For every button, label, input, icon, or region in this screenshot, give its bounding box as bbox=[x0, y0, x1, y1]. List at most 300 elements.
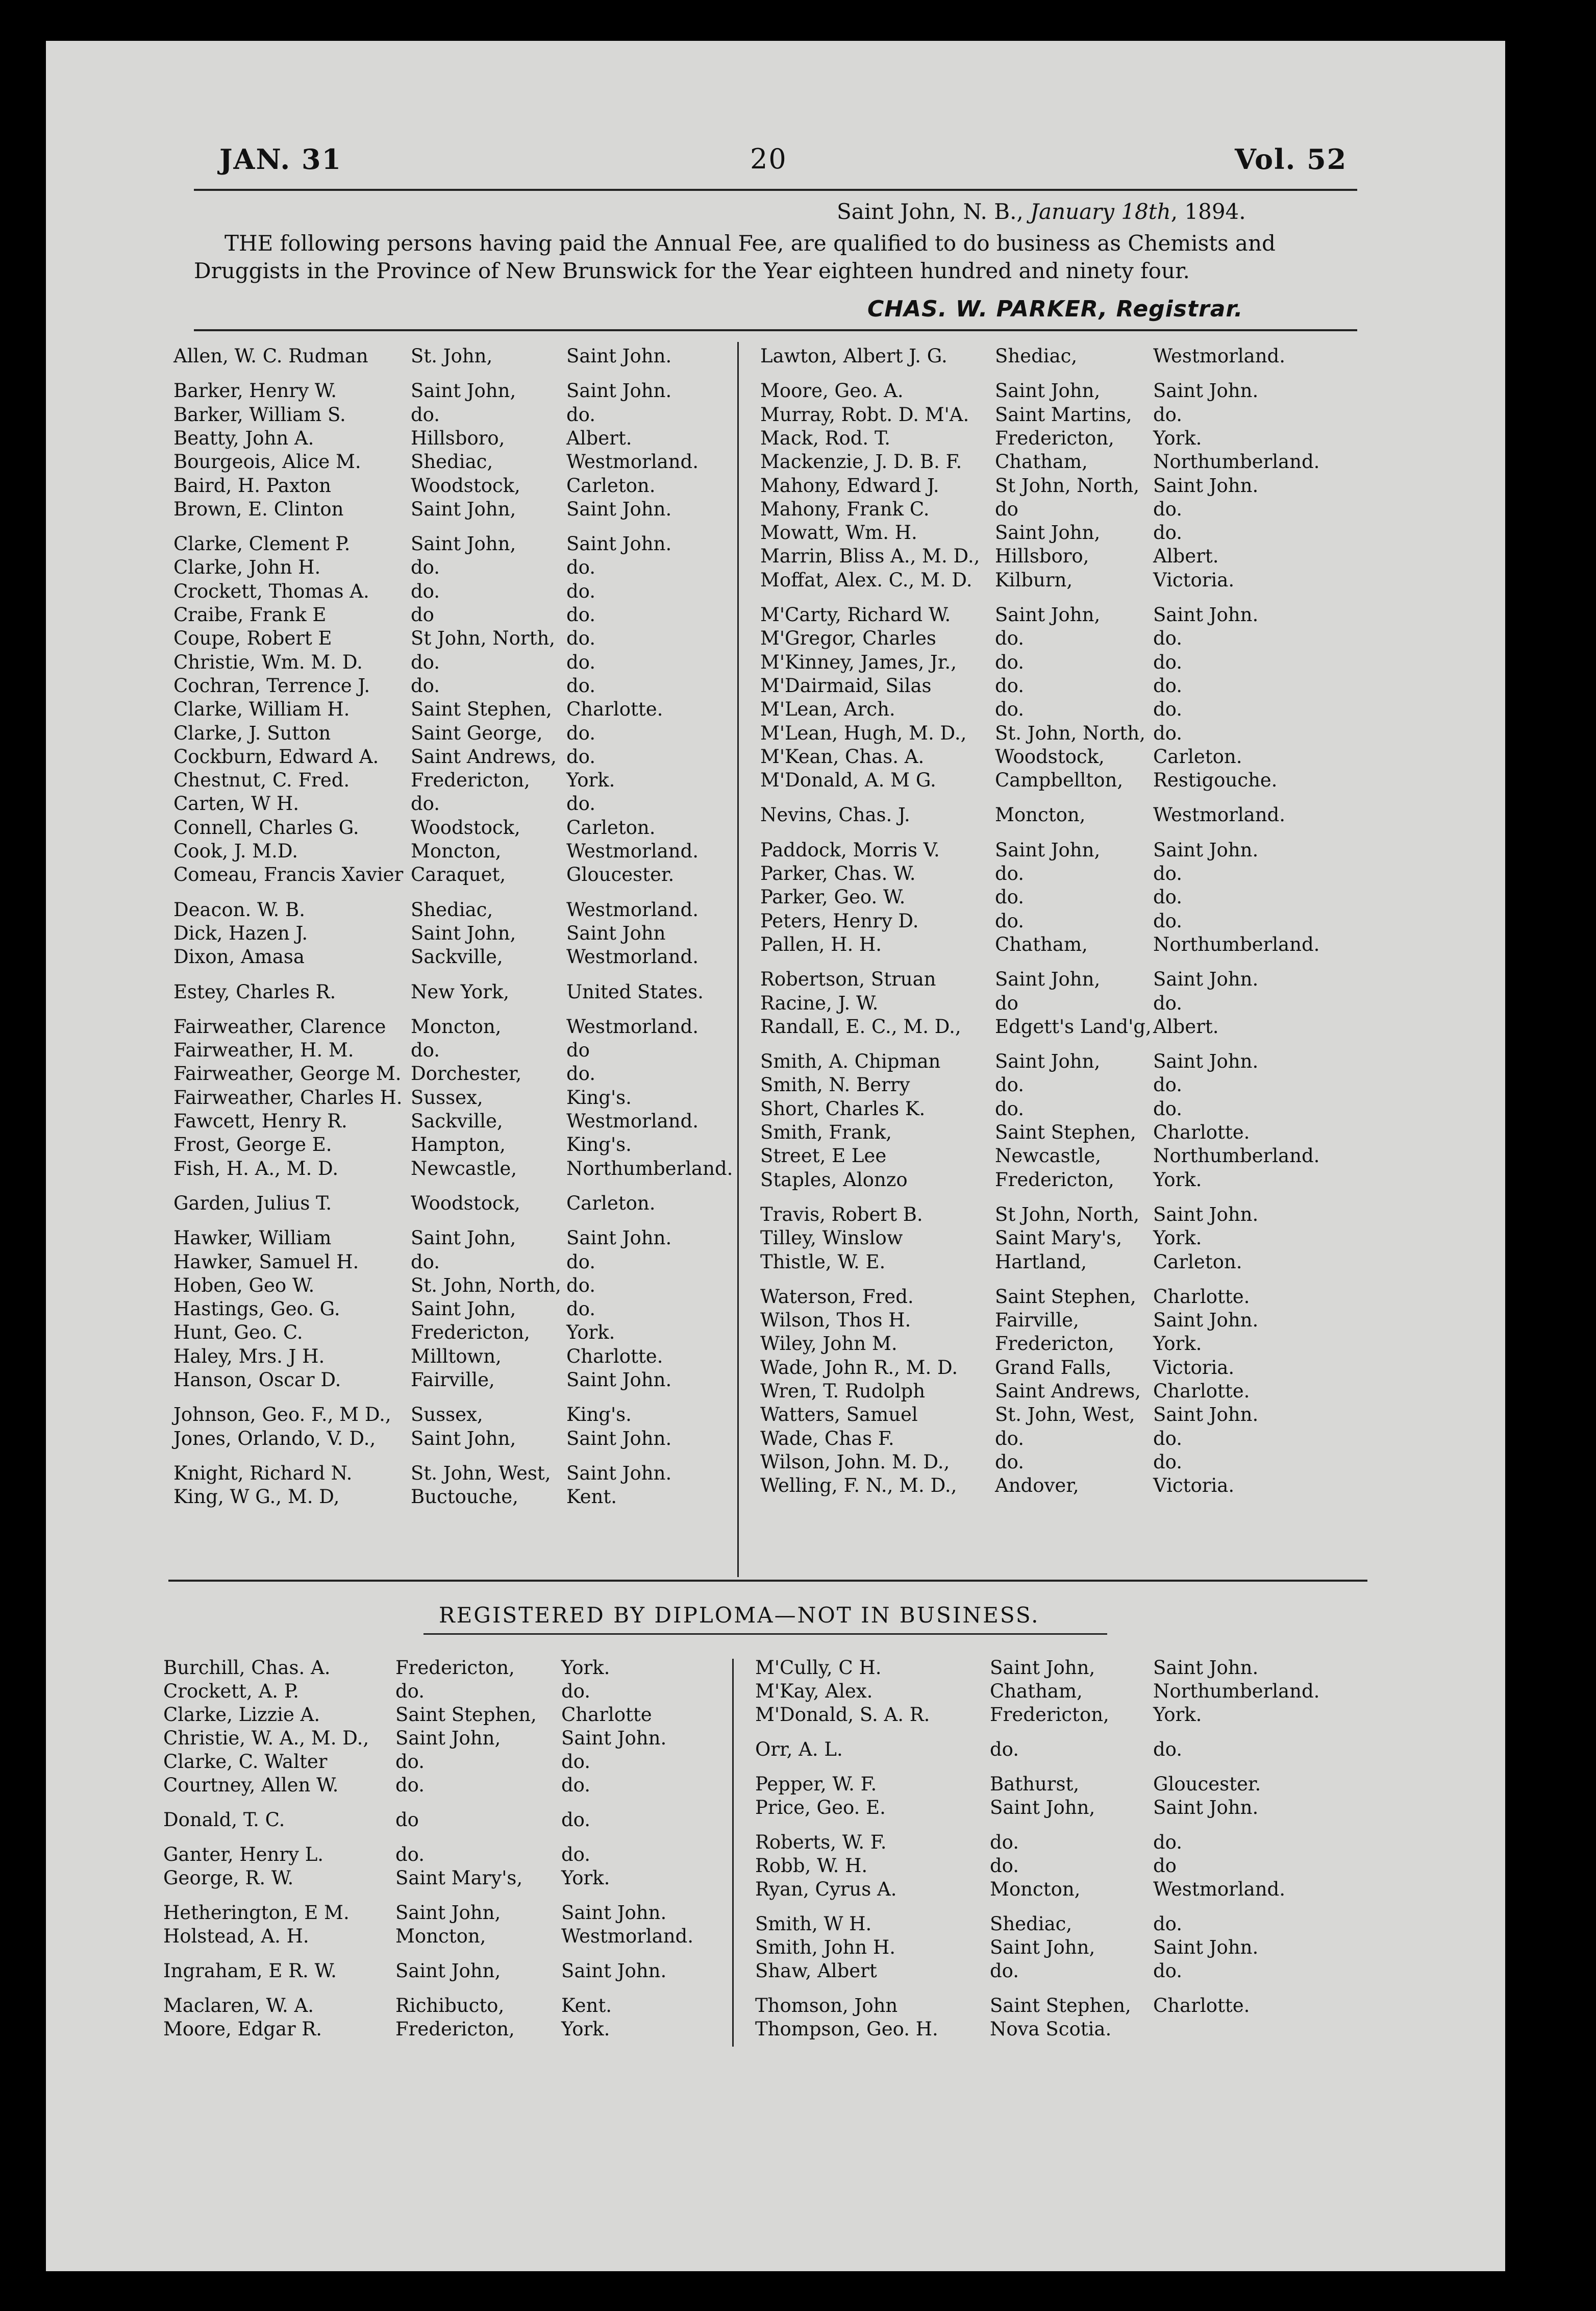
listing-county: York. bbox=[566, 1321, 615, 1344]
listing-name: M'Lean, Arch. bbox=[760, 698, 895, 721]
listing-name: Moore, Geo. A. bbox=[760, 380, 904, 402]
listing-county: Gloucester. bbox=[566, 864, 675, 886]
dateline-year: , 1894. bbox=[1170, 199, 1246, 224]
listing-town: St. John, West, bbox=[995, 1404, 1135, 1426]
listing-town: Shediac, bbox=[411, 451, 493, 473]
listing-name: Robertson, Struan bbox=[760, 968, 936, 991]
listing-town: Saint John, bbox=[411, 922, 516, 944]
listing-town: New York, bbox=[411, 980, 510, 1003]
listing-name: Mack, Rod. T. bbox=[760, 427, 890, 449]
listing-name: Comeau, Francis Xavier bbox=[173, 864, 404, 886]
listing-name: Carten, W H. bbox=[173, 793, 299, 815]
listing-county: do. bbox=[566, 722, 596, 744]
listing-county: do. bbox=[561, 1751, 591, 1773]
listing-county: Saint John. bbox=[1153, 839, 1259, 861]
listing-name: Christie, Wm. M. D. bbox=[173, 651, 363, 673]
listing-county: York. bbox=[561, 2018, 610, 2040]
listing-name: King, W G., M. D, bbox=[173, 1486, 340, 1508]
listing-name: Staples, Alonzo bbox=[760, 1168, 908, 1191]
listing-town: do. bbox=[990, 1960, 1019, 1982]
listing-county: Saint John. bbox=[1153, 604, 1259, 626]
listing-name: Burchill, Chas. A. bbox=[163, 1657, 331, 1679]
listing-county: do. bbox=[566, 1063, 596, 1085]
listing-county: Saint John. bbox=[1153, 1203, 1259, 1225]
volume-number: Vol. 52 bbox=[1235, 143, 1348, 176]
listing-county: York. bbox=[1153, 1227, 1202, 1249]
listing-name: Frost, George E. bbox=[173, 1134, 332, 1156]
listing-town: Fairville, bbox=[411, 1369, 495, 1391]
listing-name: M'Kinney, James, Jr., bbox=[760, 651, 957, 673]
listing-name: Chestnut, C. Fred. bbox=[173, 769, 350, 792]
listing-name: Cook, J. M.D. bbox=[173, 840, 298, 862]
listing-county: Northumberland. bbox=[566, 1157, 733, 1179]
listing-town: St. John, bbox=[411, 345, 493, 367]
listing-name: Wade, John R., M. D. bbox=[760, 1356, 958, 1379]
listing-town: do bbox=[395, 1809, 419, 1831]
listing-town: Kilburn, bbox=[995, 569, 1073, 591]
listing-county: Victoria. bbox=[1153, 1474, 1235, 1497]
section-title: REGISTERED BY DIPLOMA—NOT IN BUSINESS. bbox=[439, 1603, 1040, 1628]
listing-county: Westmorland. bbox=[561, 1925, 693, 1947]
listing-name: M'Donald, A. M G. bbox=[760, 769, 936, 792]
listing-county: King's. bbox=[566, 1404, 632, 1426]
listing-town: Saint Stephen, bbox=[395, 1704, 537, 1726]
listing-town: do. bbox=[411, 403, 440, 426]
listing-town: Edgett's Land'g, bbox=[995, 1015, 1152, 1038]
listing-town: Milltown, bbox=[411, 1345, 502, 1367]
listing-town: Saint John, bbox=[411, 1227, 516, 1249]
listing-town: Saint John, bbox=[395, 1960, 501, 1982]
listing-county: Carleton. bbox=[1153, 1250, 1242, 1273]
listing-name: Brown, E. Clinton bbox=[173, 498, 344, 520]
listing-town: Saint Mary's, bbox=[395, 1867, 523, 1889]
listing-town: do. bbox=[995, 1427, 1025, 1449]
listing-town: do. bbox=[995, 698, 1025, 721]
listing-name: Coupe, Robert E bbox=[173, 627, 332, 650]
listing-county: do. bbox=[1153, 992, 1183, 1014]
listing-county: do. bbox=[566, 1250, 596, 1273]
listing-town: Saint John, bbox=[411, 1427, 516, 1449]
listing-town: Hillsboro, bbox=[995, 545, 1089, 568]
listing-name: Donald, T. C. bbox=[163, 1809, 285, 1831]
listing-name: Waterson, Fred. bbox=[760, 1285, 914, 1308]
listing-county: York. bbox=[561, 1867, 610, 1889]
listing-county: do. bbox=[1153, 1450, 1183, 1473]
listing-name: Moffat, Alex. C., M. D. bbox=[760, 569, 972, 591]
listing-county: Westmorland. bbox=[566, 898, 699, 921]
listing-town: Saint John, bbox=[995, 968, 1101, 991]
listing-town: do. bbox=[995, 886, 1025, 908]
listing-name: Craibe, Frank E bbox=[173, 604, 327, 626]
listing-town: do. bbox=[990, 1855, 1019, 1877]
listing-town: Shediac, bbox=[990, 1913, 1073, 1935]
listing-town: Sackville, bbox=[411, 946, 503, 968]
listing-town: Moncton, bbox=[411, 1015, 502, 1038]
dateline-place: Saint John, N. B., bbox=[837, 199, 1031, 224]
listing-county: Westmorland. bbox=[566, 946, 699, 968]
listing-county: York. bbox=[1153, 1168, 1202, 1191]
header-rule bbox=[194, 189, 1357, 191]
listing-town: Saint John, bbox=[990, 1657, 1095, 1679]
listing-name: Allen, W. C. Rudman bbox=[173, 345, 368, 367]
listing-town: Fredericton, bbox=[990, 1704, 1109, 1726]
listing-town: do bbox=[411, 604, 434, 626]
listing-town: Fredericton, bbox=[411, 1321, 530, 1344]
listing-county: do. bbox=[1153, 863, 1183, 884]
listing-name: Thompson, Geo. H. bbox=[755, 2018, 938, 2040]
newspaper-page bbox=[46, 41, 1505, 2271]
listing-town: St. John, West, bbox=[411, 1462, 551, 1484]
listing-county: Saint John. bbox=[561, 1960, 667, 1982]
listing-county: Saint John. bbox=[566, 380, 672, 402]
listing-name: Tilley, Winslow bbox=[760, 1227, 903, 1249]
listing-name: Mahony, Edward J. bbox=[760, 474, 939, 497]
listing-county: Charlotte. bbox=[1153, 1380, 1250, 1402]
intro-paragraph: THE following persons having paid the Annual Fee, are qualified to do business as Chemists and Druggists in the Province of New Brunswick for the Year eighteen hundred and ninety four. bbox=[194, 231, 1276, 283]
listing-county: Albert. bbox=[566, 427, 632, 449]
listing-name: Marrin, Bliss A., M. D., bbox=[760, 545, 980, 568]
listing-name: Parker, Chas. W. bbox=[760, 863, 916, 884]
listing-county: Restigouche. bbox=[1153, 769, 1278, 792]
listing-county: Saint John bbox=[566, 922, 666, 944]
listing-county: Westmorland. bbox=[566, 840, 699, 862]
listing-town: Shediac, bbox=[995, 345, 1078, 367]
listing-county: do. bbox=[561, 1680, 591, 1702]
listing-town: Saint Mary's, bbox=[995, 1227, 1123, 1249]
listing-county: do. bbox=[1153, 627, 1183, 650]
listing-name: Barker, William S. bbox=[173, 403, 346, 426]
listing-county: do. bbox=[566, 604, 596, 626]
listing-county: Saint John. bbox=[566, 498, 672, 520]
listing-name: Estey, Charles R. bbox=[173, 980, 336, 1003]
listing-town: do. bbox=[995, 863, 1025, 884]
listing-name: Fairweather, George M. bbox=[173, 1063, 402, 1085]
listing-name: Paddock, Morris V. bbox=[760, 839, 940, 861]
listing-county: Victoria. bbox=[1153, 1356, 1235, 1379]
listing-town: Moncton, bbox=[411, 840, 502, 862]
listing-name: Shaw, Albert bbox=[755, 1960, 877, 1982]
listing-county: Saint John. bbox=[1153, 1309, 1259, 1332]
listing-name: Holstead, A. H. bbox=[163, 1925, 309, 1947]
listing-town: Woodstock, bbox=[411, 1192, 520, 1214]
listing-town: Fredericton, bbox=[395, 1657, 515, 1679]
listing-county: do. bbox=[1153, 498, 1183, 520]
listing-name: Crockett, A. P. bbox=[163, 1680, 299, 1702]
listing-name: Johnson, Geo. F., M D., bbox=[173, 1404, 391, 1426]
listing-name: Roberts, W. F. bbox=[755, 1831, 887, 1853]
listing-name: Wilson, Thos H. bbox=[760, 1309, 911, 1332]
listing-county: do. bbox=[1153, 674, 1183, 697]
listing-town: Hartland, bbox=[995, 1250, 1087, 1273]
listing-town: Moncton, bbox=[995, 804, 1086, 826]
listing-town: Woodstock, bbox=[411, 816, 520, 839]
listing-county: Saint John. bbox=[566, 1427, 672, 1449]
listing-town: Saint Stephen, bbox=[995, 1285, 1136, 1308]
column-divider bbox=[737, 342, 739, 1577]
listing-county: Albert. bbox=[1153, 545, 1219, 568]
listing-county: Saint John. bbox=[1153, 1657, 1259, 1679]
listing-county: Charlotte. bbox=[566, 1345, 663, 1367]
listing-county: Saint John. bbox=[1153, 474, 1259, 497]
listing-county: Carleton. bbox=[566, 1192, 656, 1214]
listing-town: do. bbox=[411, 580, 440, 602]
listing-town: Saint Andrews, bbox=[411, 745, 557, 768]
listing-town: St John, North, bbox=[995, 1203, 1140, 1225]
listing-name: Smith, John H. bbox=[755, 1936, 896, 1958]
listing-name: Ganter, Henry L. bbox=[163, 1843, 324, 1865]
listing-name: Short, Charles K. bbox=[760, 1097, 926, 1120]
listing-town: Newcastle, bbox=[411, 1157, 517, 1179]
listing-county: Westmorland. bbox=[566, 1110, 699, 1132]
listing-county: Northumberland. bbox=[1153, 451, 1320, 473]
listing-name: Smith, N. Berry bbox=[760, 1074, 910, 1096]
listing-town: Saint Stephen, bbox=[990, 1995, 1131, 2017]
listing-name: Smith, Frank, bbox=[760, 1121, 892, 1143]
listing-town: Saint Stephen, bbox=[995, 1121, 1136, 1143]
listing-town: Sussex, bbox=[411, 1404, 483, 1426]
listing-name: Haley, Mrs. J H. bbox=[173, 1345, 325, 1367]
listing-name: Street, E Lee bbox=[760, 1145, 887, 1167]
listing-name: Deacon. W. B. bbox=[173, 898, 306, 921]
listing-town: Hillsboro, bbox=[411, 427, 505, 449]
listing-town: Saint Martins, bbox=[995, 403, 1132, 426]
listing-town: Nova Scotia. bbox=[990, 2018, 1112, 2040]
listing-name: Clarke, Clement P. bbox=[173, 533, 351, 555]
listing-name: Orr, A. L. bbox=[755, 1738, 843, 1760]
listing-name: Dick, Hazen J. bbox=[173, 922, 308, 944]
listing-town: Andover, bbox=[995, 1474, 1079, 1497]
listing-county: Northumberland. bbox=[1153, 1145, 1320, 1167]
listing-town: Woodstock, bbox=[995, 745, 1105, 768]
listing-town: do. bbox=[411, 793, 440, 815]
listing-town: do. bbox=[990, 1738, 1019, 1760]
listing-name: M'Dairmaid, Silas bbox=[760, 674, 932, 697]
listing-town: Saint John, bbox=[995, 1050, 1101, 1073]
listing-town: Moncton, bbox=[990, 1878, 1081, 1900]
listing-county: do. bbox=[566, 793, 596, 815]
listing-county: do. bbox=[566, 674, 596, 697]
listing-county: Westmorland. bbox=[566, 1015, 699, 1038]
listing-name: Peters, Henry D. bbox=[760, 909, 919, 932]
listing-name: M'Lean, Hugh, M. D., bbox=[760, 722, 967, 744]
listing-name: Wilson, John. M. D., bbox=[760, 1450, 950, 1473]
listing-county: do. bbox=[1153, 1074, 1183, 1096]
listing-county: do. bbox=[1153, 722, 1183, 744]
listing-county: Saint John. bbox=[1153, 968, 1259, 991]
listing-county: United States. bbox=[566, 980, 704, 1003]
listing-county: do. bbox=[566, 627, 596, 650]
listing-county: Carleton. bbox=[1153, 745, 1242, 768]
listing-name: Thistle, W. E. bbox=[760, 1250, 886, 1273]
listing-name: Garden, Julius T. bbox=[173, 1192, 332, 1214]
listing-name: Wiley, John M. bbox=[760, 1333, 897, 1355]
listing-town: Saint John, bbox=[990, 1797, 1095, 1818]
listing-name: Mahony, Frank C. bbox=[760, 498, 930, 520]
listing-name: Racine, J. W. bbox=[760, 992, 879, 1014]
listing-county: do. bbox=[1153, 1427, 1183, 1449]
listing-county: King's. bbox=[566, 1086, 632, 1109]
listing-county: York. bbox=[1153, 427, 1202, 449]
listing-name: Fawcett, Henry R. bbox=[173, 1110, 347, 1132]
listing-town: do. bbox=[995, 1097, 1025, 1120]
listing-county: do bbox=[1153, 1855, 1177, 1877]
listing-town: do. bbox=[395, 1843, 425, 1865]
listing-name: Fairweather, H. M. bbox=[173, 1039, 354, 1062]
listing-town: do bbox=[995, 992, 1018, 1014]
listing-county: do. bbox=[1153, 698, 1183, 721]
listing-town: Chatham, bbox=[990, 1680, 1083, 1702]
listing-town: Richibucto, bbox=[395, 1995, 505, 2017]
listing-county: York. bbox=[1153, 1704, 1202, 1726]
listing-name: Baird, H. Paxton bbox=[173, 474, 331, 497]
listing-county: do. bbox=[561, 1843, 591, 1865]
listing-town: do. bbox=[411, 1039, 440, 1062]
listing-county: Charlotte. bbox=[1153, 1285, 1250, 1308]
listing-town: do. bbox=[395, 1680, 425, 1702]
listing-town: St. John, North, bbox=[411, 1274, 561, 1296]
listing-county: do. bbox=[1153, 1831, 1183, 1853]
listing-town: Newcastle, bbox=[995, 1145, 1102, 1167]
listing-county: Northumberland. bbox=[1153, 933, 1320, 955]
listing-county: Gloucester. bbox=[1153, 1773, 1261, 1795]
listing-town: St John, North, bbox=[995, 474, 1140, 497]
listing-county: do. bbox=[566, 1298, 596, 1320]
listing-county: Saint John. bbox=[566, 345, 672, 367]
listing-town: do. bbox=[995, 909, 1025, 932]
section-rule-top bbox=[168, 1580, 1367, 1582]
listing-name: Clarke, John H. bbox=[173, 556, 321, 579]
listing-town: St John, North, bbox=[411, 627, 556, 650]
listing-name: Jones, Orlando, V. D., bbox=[173, 1427, 376, 1449]
listing-town: Fredericton, bbox=[395, 2018, 515, 2040]
listing-town: Saint John, bbox=[411, 380, 516, 402]
listing-town: St. John, North, bbox=[995, 722, 1145, 744]
listing-name: Pallen, H. H. bbox=[760, 933, 882, 955]
listing-town: Saint John, bbox=[995, 380, 1101, 402]
listing-town: Saint Andrews, bbox=[995, 1380, 1141, 1402]
listing-county: do. bbox=[566, 580, 596, 602]
listing-town: do. bbox=[411, 651, 440, 673]
listing-name: Smith, A. Chipman bbox=[760, 1050, 941, 1073]
listing-county: do. bbox=[566, 403, 596, 426]
listing-name: Crockett, Thomas A. bbox=[173, 580, 369, 602]
listing-county: Kent. bbox=[566, 1486, 617, 1508]
listing-county: Saint John. bbox=[1153, 1797, 1259, 1818]
listing-name: Wade, Chas F. bbox=[760, 1427, 894, 1449]
listing-town: Saint John, bbox=[411, 1298, 516, 1320]
listing-name: Christie, W. A., M. D., bbox=[163, 1727, 369, 1749]
listing-name: Hunt, Geo. C. bbox=[173, 1321, 303, 1344]
listing-town: Campbellton, bbox=[995, 769, 1124, 792]
listing-town: Saint John, bbox=[990, 1936, 1095, 1958]
listing-county: Charlotte. bbox=[1153, 1121, 1250, 1143]
listing-town: Hampton, bbox=[411, 1134, 506, 1156]
listing-town: Grand Falls, bbox=[995, 1356, 1112, 1379]
listing-county: do. bbox=[1153, 1738, 1183, 1760]
listing-county: do. bbox=[1153, 1097, 1183, 1120]
listing-county: Saint John. bbox=[1153, 1936, 1259, 1958]
listing-county: Westmorland. bbox=[1153, 804, 1285, 826]
listing-name: Murray, Robt. D. M'A. bbox=[760, 403, 969, 426]
listing-county: Victoria. bbox=[1153, 569, 1235, 591]
listing-town: Sussex, bbox=[411, 1086, 483, 1109]
listing-county: do. bbox=[566, 651, 596, 673]
listing-county: do. bbox=[566, 556, 596, 579]
listing-county: Kent. bbox=[561, 1995, 612, 2017]
listing-name: Clarke, C. Walter bbox=[163, 1751, 328, 1773]
listing-name: M'Kean, Chas. A. bbox=[760, 745, 925, 768]
listing-town: Woodstock, bbox=[411, 474, 520, 497]
listing-name: Hoben, Geo W. bbox=[173, 1274, 315, 1296]
listing-county: Saint John. bbox=[1153, 380, 1259, 402]
listing-name: M'Carty, Richard W. bbox=[760, 604, 951, 626]
listing-county: do. bbox=[1153, 909, 1183, 932]
listing-town: Buctouche, bbox=[411, 1486, 518, 1508]
listing-county: Saint John. bbox=[566, 1462, 672, 1484]
listing-name: Bourgeois, Alice M. bbox=[173, 451, 361, 473]
listing-county: do. bbox=[561, 1774, 591, 1796]
listing-name: Travis, Robert B. bbox=[760, 1203, 923, 1225]
listing-town: Caraquet, bbox=[411, 864, 506, 886]
listing-town: do. bbox=[995, 1074, 1025, 1096]
listing-name: Beatty, John A. bbox=[173, 427, 314, 449]
listing-town: Saint John, bbox=[995, 522, 1101, 544]
listing-county: York. bbox=[1153, 1333, 1202, 1355]
intro-rule bbox=[194, 329, 1357, 331]
listing-name: M'Gregor, Charles bbox=[760, 627, 936, 650]
listing-name: Watters, Samuel bbox=[760, 1404, 918, 1426]
listing-name: Price, Geo. E. bbox=[755, 1797, 886, 1818]
listing-name: Cochran, Terrence J. bbox=[173, 674, 370, 697]
listing-town: Bathurst, bbox=[990, 1773, 1080, 1795]
listing-town: do. bbox=[411, 1250, 440, 1273]
listing-town: Shediac, bbox=[411, 898, 493, 921]
listing-county: do. bbox=[1153, 403, 1183, 426]
listing-county: do bbox=[566, 1039, 590, 1062]
listing-name: Mowatt, Wm. H. bbox=[760, 522, 917, 544]
listing-town: Fredericton, bbox=[995, 427, 1114, 449]
listing-name: Connell, Charles G. bbox=[173, 816, 359, 839]
listing-town: Saint John, bbox=[411, 533, 516, 555]
listing-county: Albert. bbox=[1153, 1015, 1219, 1038]
listing-name: M'Kay, Alex. bbox=[755, 1680, 873, 1702]
listing-name: Hetherington, E M. bbox=[163, 1902, 350, 1924]
listing-county: Charlotte. bbox=[566, 698, 663, 721]
listing-county: York. bbox=[566, 769, 615, 792]
listing-town: Moncton, bbox=[395, 1925, 486, 1947]
listing-county: Westmorland. bbox=[566, 451, 699, 473]
listing-name: Knight, Richard N. bbox=[173, 1462, 353, 1484]
listing-county: Saint John. bbox=[561, 1902, 667, 1924]
listing-county: do. bbox=[1153, 886, 1183, 908]
listing-town: do. bbox=[990, 1831, 1019, 1853]
listing-county: Saint John. bbox=[566, 1227, 672, 1249]
listing-town: do bbox=[995, 498, 1018, 520]
listing-county: Westmorland. bbox=[1153, 1878, 1285, 1900]
listing-name: Hastings, Geo. G. bbox=[173, 1298, 340, 1320]
listing-county: do. bbox=[566, 1274, 596, 1296]
listing-name: George, R. W. bbox=[163, 1867, 294, 1889]
listing-name: Hawker, Samuel H. bbox=[173, 1250, 359, 1273]
listing-name: Randall, E. C., M. D., bbox=[760, 1015, 961, 1038]
listing-town: Chatham, bbox=[995, 451, 1088, 473]
listing-name: M'Cully, C H. bbox=[755, 1657, 882, 1679]
page-number: 20 bbox=[750, 143, 787, 175]
listing-town: Saint John, bbox=[395, 1902, 501, 1924]
listing-name: Parker, Geo. W. bbox=[760, 886, 906, 908]
listing-town: do. bbox=[411, 556, 440, 579]
listing-town: do. bbox=[995, 1450, 1025, 1473]
